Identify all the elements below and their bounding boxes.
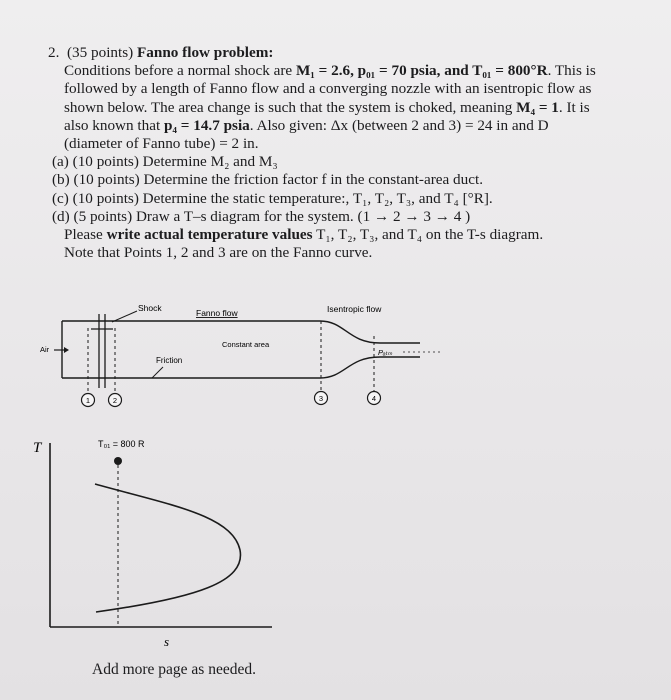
note-temperature: Please write actual temperature values T₁, T₂, T₃, and T₄ on the T-s diagram. xyxy=(64,226,544,244)
svg-text:3: 3 xyxy=(318,394,324,403)
fanno-curve xyxy=(95,484,240,612)
patm-label: Pₐₜₘ xyxy=(378,348,393,357)
problem-number: 2. xyxy=(48,44,60,61)
stagnation-point xyxy=(114,457,122,465)
problem-line-3: shown below. The area change is such that the system is choked, meaning M₄ = 1. It is xyxy=(64,98,590,116)
t01-label: T₀₁ = 800 R xyxy=(98,439,145,449)
problem-line-5: (diameter of Fanno tube) = 2 in. xyxy=(64,135,259,153)
shock-label: Shock xyxy=(138,303,162,313)
problem-points: (35 points) xyxy=(66,44,134,61)
part-b: (b) (10 points) Determine the friction factor f in the constant-area duct. xyxy=(52,171,483,189)
isentropic-flow-label: Isentropic flow xyxy=(327,304,382,314)
constant-area-label: Constant area xyxy=(222,340,270,349)
note-fanno-points: Note that Points 1, 2 and 3 are on the Fanno curve. xyxy=(64,244,373,262)
air-label: Air xyxy=(40,345,50,354)
problem-line-1: Conditions before a normal shock are M₁ = 2.6, p₀₁ = 70 psia, and T₀₁ = 800°R. This is xyxy=(64,62,596,80)
svg-text:4: 4 xyxy=(371,394,377,403)
part-c: (c) (10 points) Determine the static temperature:, T₁, T₂, T₃, and T₄ [°R]. xyxy=(52,189,493,207)
problem-line-2: followed by a length of Fanno flow and a converging nozzle with an isentropic flow as xyxy=(64,80,592,98)
svg-text:1: 1 xyxy=(85,396,91,405)
part-a: (a) (10 points) Determine M₂ and M₃ xyxy=(52,153,278,171)
t-axis-label: T xyxy=(33,440,42,456)
friction-label: Friction xyxy=(156,356,183,365)
fanno-flow-label: Fanno flow xyxy=(196,308,238,318)
part-d: (d) (5 points) Draw a T–s diagram for the system. (1 → 2 → 3 → 4 ) xyxy=(52,207,471,225)
svg-text:2: 2 xyxy=(112,396,118,405)
s-axis-label: s xyxy=(164,634,170,649)
problem-title: Fanno flow problem: xyxy=(137,44,274,61)
footer-note: Add more page as needed. xyxy=(92,661,256,678)
ts-axes xyxy=(50,443,272,627)
problem-line-4: also known that p₄ = 14.7 psia. Also given: Δx (between 2 and 3) = 24 in and D xyxy=(64,116,549,134)
